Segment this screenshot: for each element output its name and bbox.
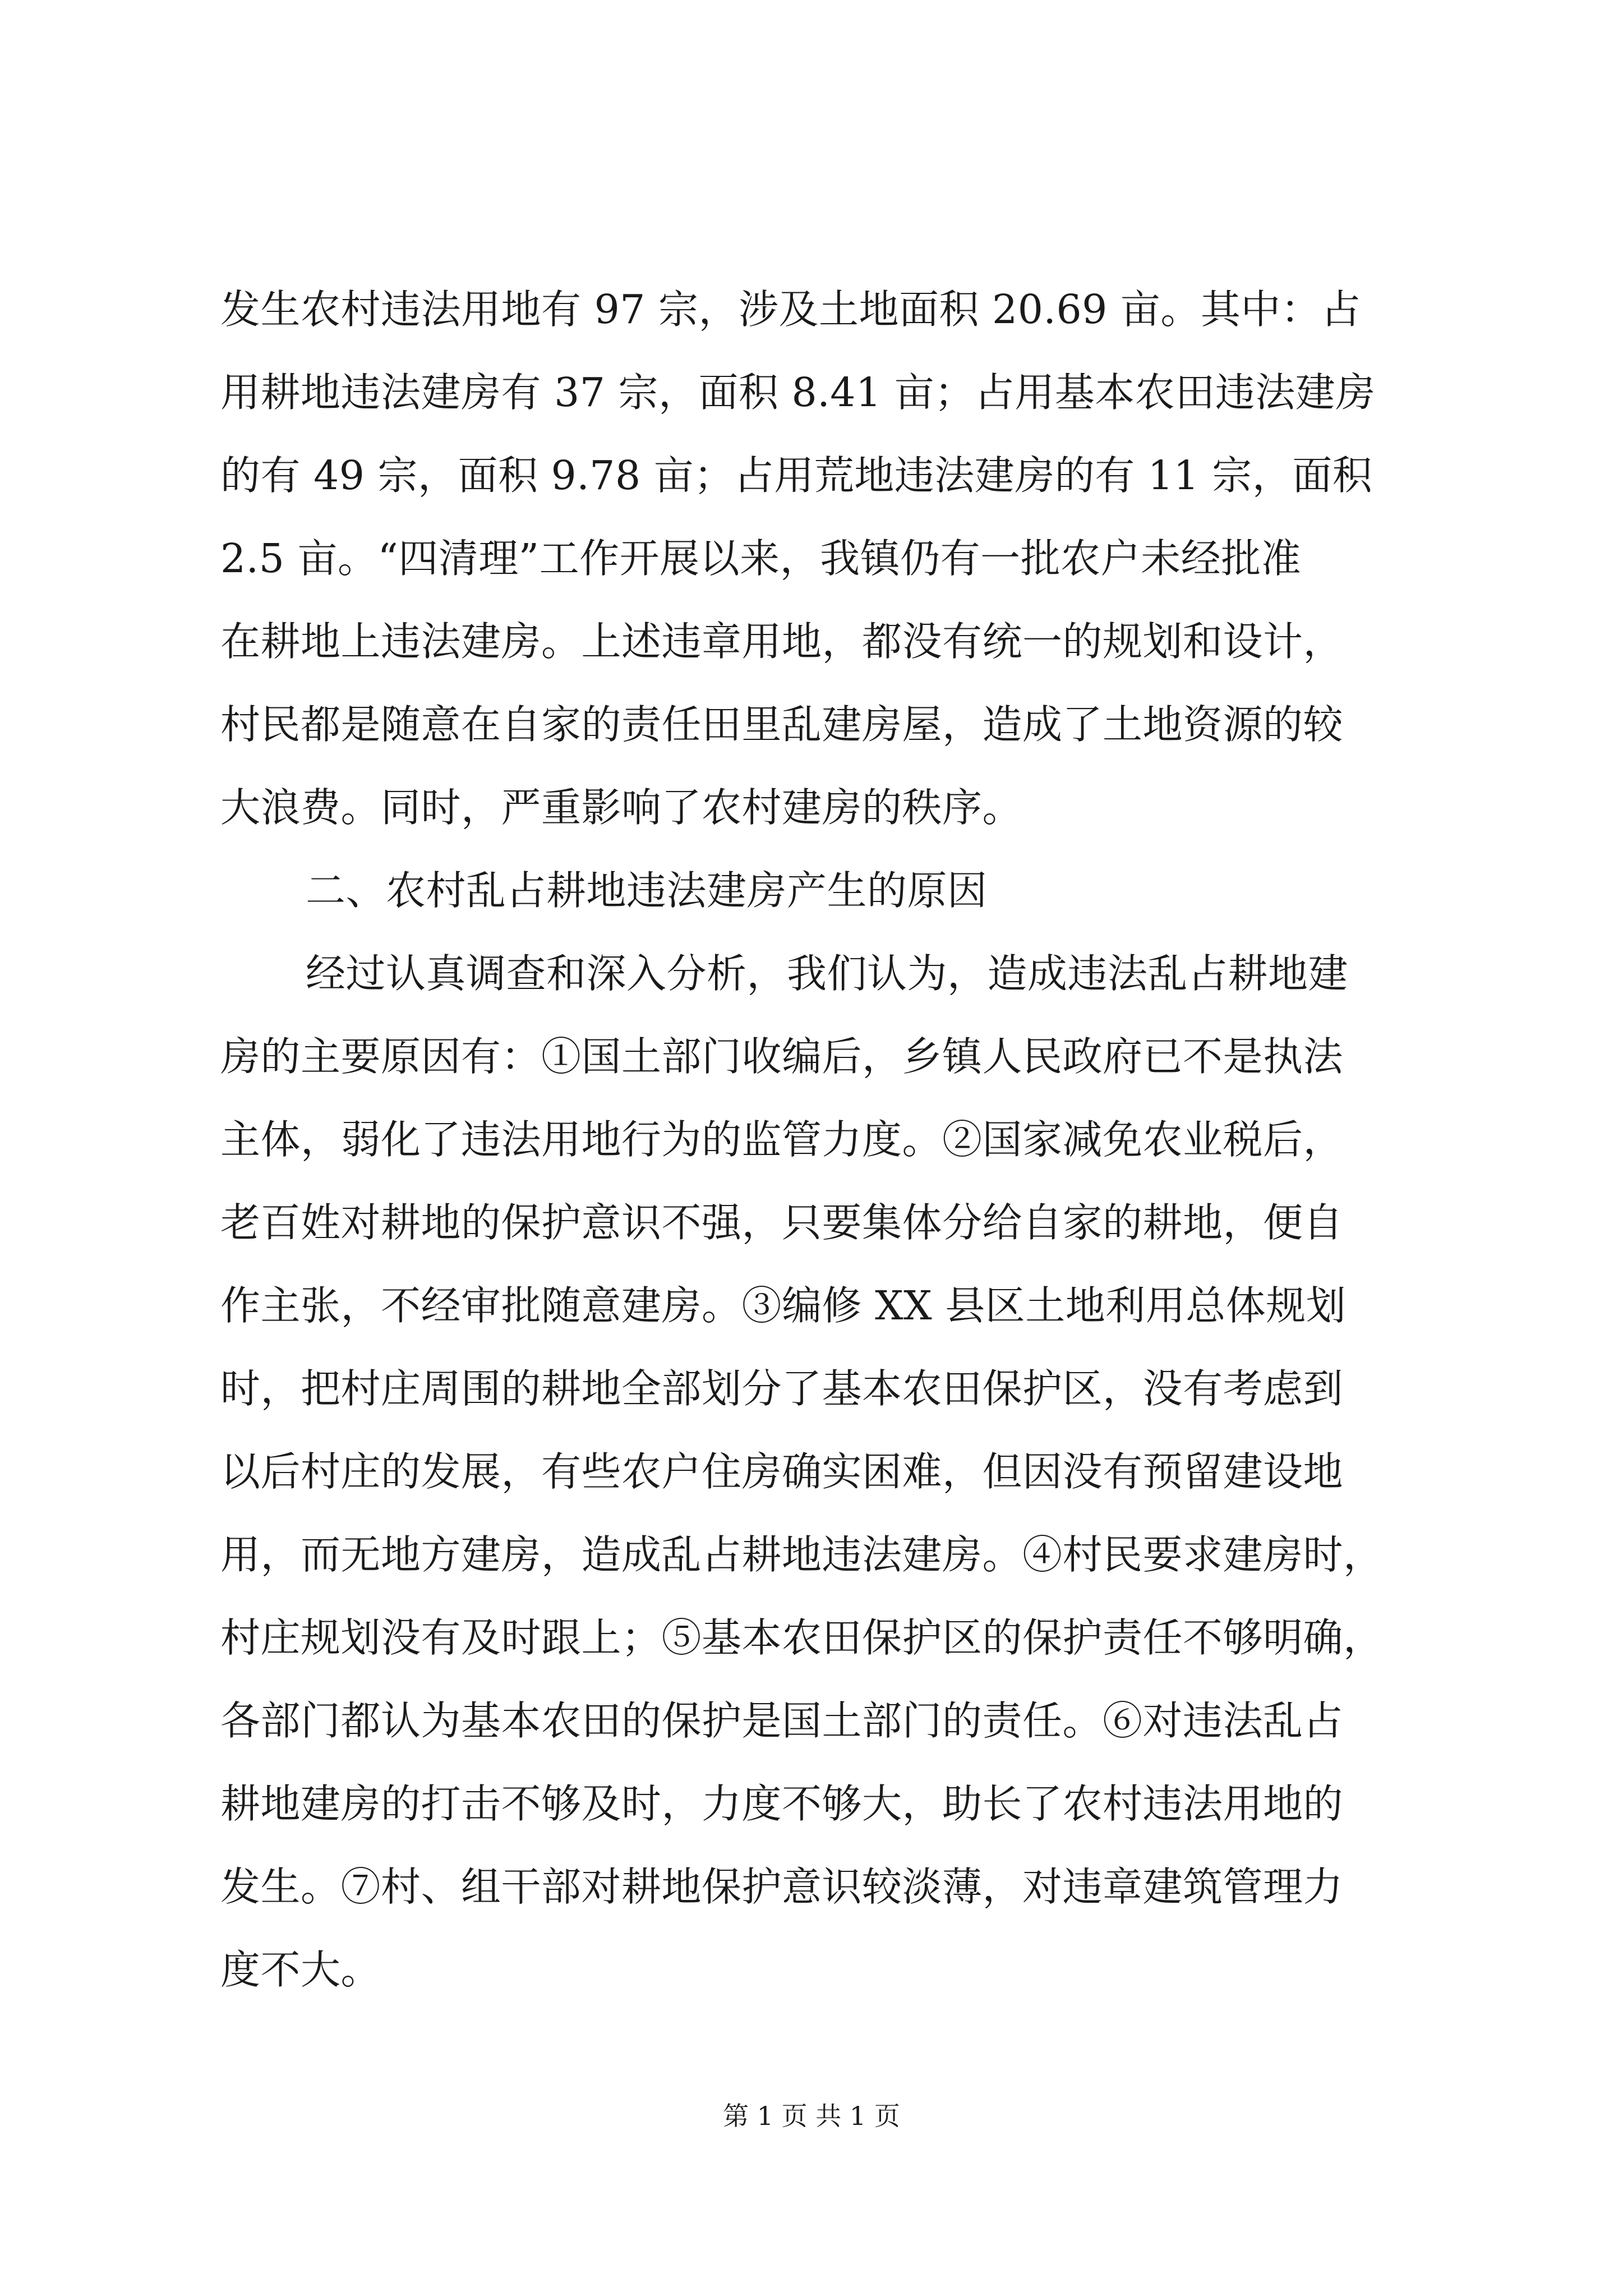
text-line: 老百姓对耕地的保护意识不强，只要集体分给自家的耕地，便自 [220,1199,1344,1246]
document-body [220,268,1415,2012]
text-line: 发生农村违法用地有 97 宗，涉及土地面积 20.69 亩。其中：占 [220,286,1361,333]
text-line: 作主张，不经审批随意建房。③编修 XX 县区土地利用总体规划 [220,1282,1347,1329]
text-line: 用耕地违法建房有 37 宗，面积 8.41 亩；占用基本农田违法建房 [220,369,1376,416]
text-line: 各部门都认为基本农田的保护是国土部门的责任。⑥对违法乱占 [220,1697,1344,1744]
section-heading: 二、农村乱占耕地违法建房产生的原因 [306,867,988,914]
text-line: 村民都是随意在自家的责任田里乱建房屋，造成了土地资源的较 [220,701,1344,748]
text-line: 发生。⑦村、组干部对耕地保护意识较淡薄，对违章建筑管理力 [220,1864,1344,1910]
text-line: 时，把村庄周围的耕地全部划分了基本农田保护区，没有考虑到 [220,1365,1344,1412]
text-line: 在耕地上违法建房。上述违章用地，都没有统一的规划和设计， [220,618,1344,665]
text-line: 用，而无地方建房，造成乱占耕地违法建房。④村民要求建房时， [220,1531,1384,1578]
text-line: 以后村庄的发展，有些农户住房确实困难，但因没有预留建设地 [220,1448,1344,1495]
text-line: 村庄规划没有及时跟上；⑤基本农田保护区的保护责任不够明确， [220,1614,1384,1661]
text-line: 的有 49 宗，面积 9.78 亩；占用荒地违法建房的有 11 宗，面积 [220,452,1373,499]
text-line: 2.5 亩。“四清理”工作开展以来，我镇仍有一批农户未经批准 [220,535,1302,582]
page-footer: 第 1 页 共 1 页 [723,2101,900,2131]
text-line: 房的主要原因有：①国土部门收编后，乡镇人民政府已不是执法 [220,1033,1344,1080]
text-line: 主体，弱化了违法用地行为的监管力度。②国家减免农业税后， [220,1116,1344,1163]
text-line: 度不大。 [220,1947,381,1993]
text-line: 耕地建房的打击不够及时，力度不够大，助长了农村违法用地的 [220,1780,1344,1827]
paragraph-start-line: 经过认真调查和深入分析，我们认为，造成违法乱占耕地建 [306,950,1349,997]
text-line: 大浪费。同时，严重影响了农村建房的秩序。 [220,784,1023,831]
